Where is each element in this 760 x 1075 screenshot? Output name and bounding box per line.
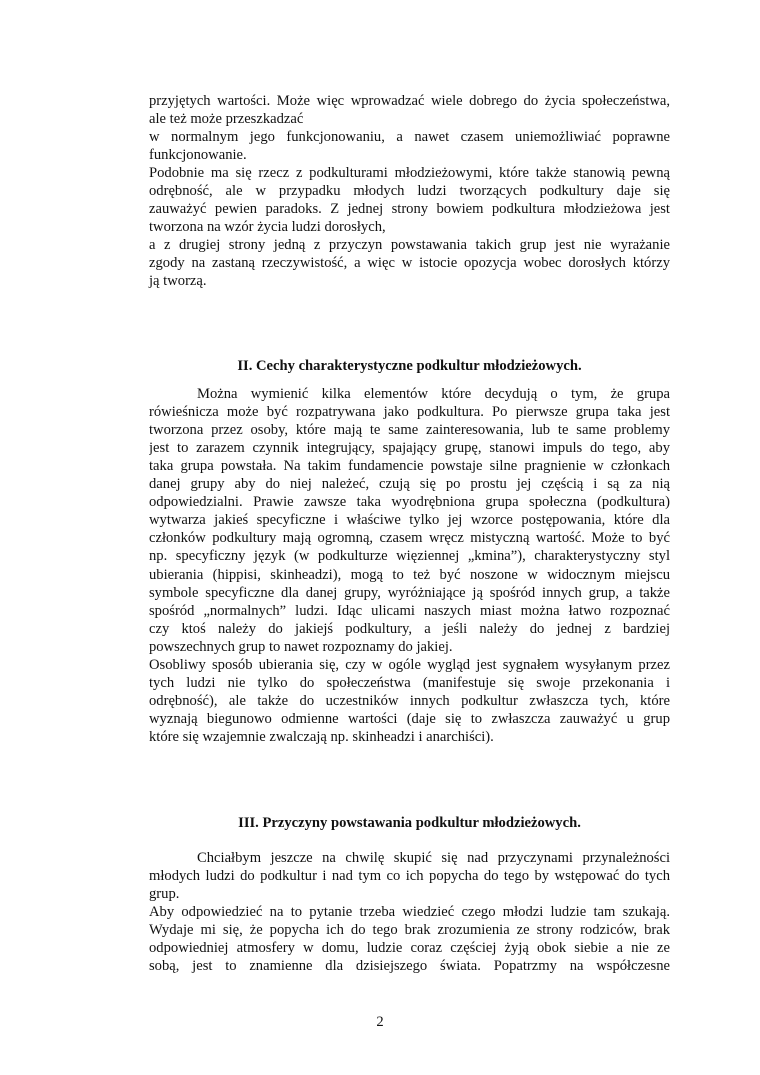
text-line: spośród „normalnych” ludzi. Idąc ulicami naszych miast można łatwo rozpoznać [149, 603, 670, 619]
text-line: symbole specyficzne dla danej grupy, wyróżniające ją spośród innych grup, a także [149, 585, 670, 601]
text-line: a z drugiej strony jedną z przyczyn powstawania takich grup jest nie wyrażanie [149, 237, 670, 253]
text-line: jest to zarazem czynnik integrujący, spajający grupę, stanowi impuls do tego, aby [149, 440, 670, 456]
text-line: tych ludzi nie tylko do społeczeństwa (manifestuje się swoje przekonania i [149, 675, 670, 691]
text-line: taka grupa powstała. Na takim fundamencie powstaje silne pragnienie w członkach [149, 458, 670, 474]
text-line: przyjętych wartości. Może więc wprowadzać wiele dobrego do życia społeczeństwa, [149, 93, 670, 109]
text-line: powszechnych grup to nawet rozpoznamy do jakiej. [149, 639, 453, 655]
text-line: wytwarza jakieś specyficzne i właściwe tylko jej wzorce postępowania, które dla [149, 512, 670, 528]
text-line: odrębność), ale także do uczestników innych podkultur zwłaszcza tych, które [149, 693, 670, 709]
text-line: Osobliwy sposób ubierania się, czy w ogóle wygląd jest sygnałem wysyłanym przez [149, 657, 670, 673]
page-number: 2 [376, 1014, 384, 1030]
text-line: członków podkultury mają ogromną, czasem wręcz mistyczną wartość. Może to być [149, 530, 670, 546]
section-heading: III. Przyczyny powstawania podkultur młodzieżowych. [238, 815, 581, 831]
text-line: wyznają biegunowo odmienne wartości (daje się to zwłaszcza zauważyć u grup [149, 711, 670, 727]
text-line: np. specyficzny język (w podkulturze więziennej „kmina”), charakterystyczny styl [149, 548, 670, 564]
text-line: tworzona przez osoby, które mają te same zainteresowania, lub te same problemy [149, 422, 670, 438]
text-line: tworzona na wzór życia ludzi dorosłych, [149, 219, 386, 235]
text-line: Można wymienić kilka elementów które decydują o tym, że grupa [197, 386, 670, 402]
text-line: ją tworzą. [149, 273, 207, 289]
text-line: ubierania (hippisi, skinheadzi), mogą to też być noszone w widocznym miejscu [149, 567, 670, 583]
text-line: ale też może przeszkadzać [149, 111, 304, 127]
text-line: Chciałbym jeszcze na chwilę skupić się nad przyczynami przynależności [197, 850, 670, 866]
text-line: zgody na zastaną rzeczywistość, a więc w istocie opozycja wobec dorosłych którzy [149, 255, 670, 271]
text-line: w normalnym jego funkcjonowaniu, a nawet czasem uniemożliwiać poprawne [149, 129, 670, 145]
text-line: Podobnie ma się rzecz z podkulturami młodzieżowymi, które także stanowią pewną [149, 165, 670, 181]
text-line: czy ktoś należy do jakiejś podkultury, a jeśli należy do jednej z bardziej [149, 621, 670, 637]
text-line: odpowiedniej atmosfery w domu, ludzie coraz częściej żyją obok siebie a nie ze [149, 940, 670, 956]
text-line: danej grupy aby do niej należeć, czują się po prostu jej częścią i są za nią [149, 476, 670, 492]
text-line: Aby odpowiedzieć na to pytanie trzeba wiedzieć czego młodzi ludzie tam szukają. [149, 904, 670, 920]
text-line: które się wzajemnie zwalczają np. skinheadzi i anarchiści). [149, 729, 494, 745]
text-line: Wydaje mi się, że popycha ich do tego brak zrozumienia ze strony rodziców, brak [149, 922, 670, 938]
text-line: sobą, jest to znamienne dla dzisiejszego świata. Popatrzmy na współczesne [149, 958, 670, 974]
text-line: młodych ludzi do podkultur i nad tym co ich popycha do tego by wstępować do tych [149, 868, 670, 884]
text-line: odrębność, ale w przypadku młodych ludzi tworzących podkultury daje się [149, 183, 670, 199]
text-line: funkcjonowanie. [149, 147, 247, 163]
section-heading: II. Cechy charakterystyczne podkultur młodzieżowych. [237, 358, 582, 374]
text-line: grup. [149, 886, 180, 902]
text-line: rówieśnicza może być rozpatrywana jako podkultura. Po pierwsze grupa taka jest [149, 404, 670, 420]
text-line: zauważyć pewien paradoks. Z jednej strony bowiem podkultura młodzieżowa jest [149, 201, 670, 217]
text-line: odpowiedzialni. Prawie zawsze taka wyodrębniona grupa społeczna (podkultura) [149, 494, 670, 510]
